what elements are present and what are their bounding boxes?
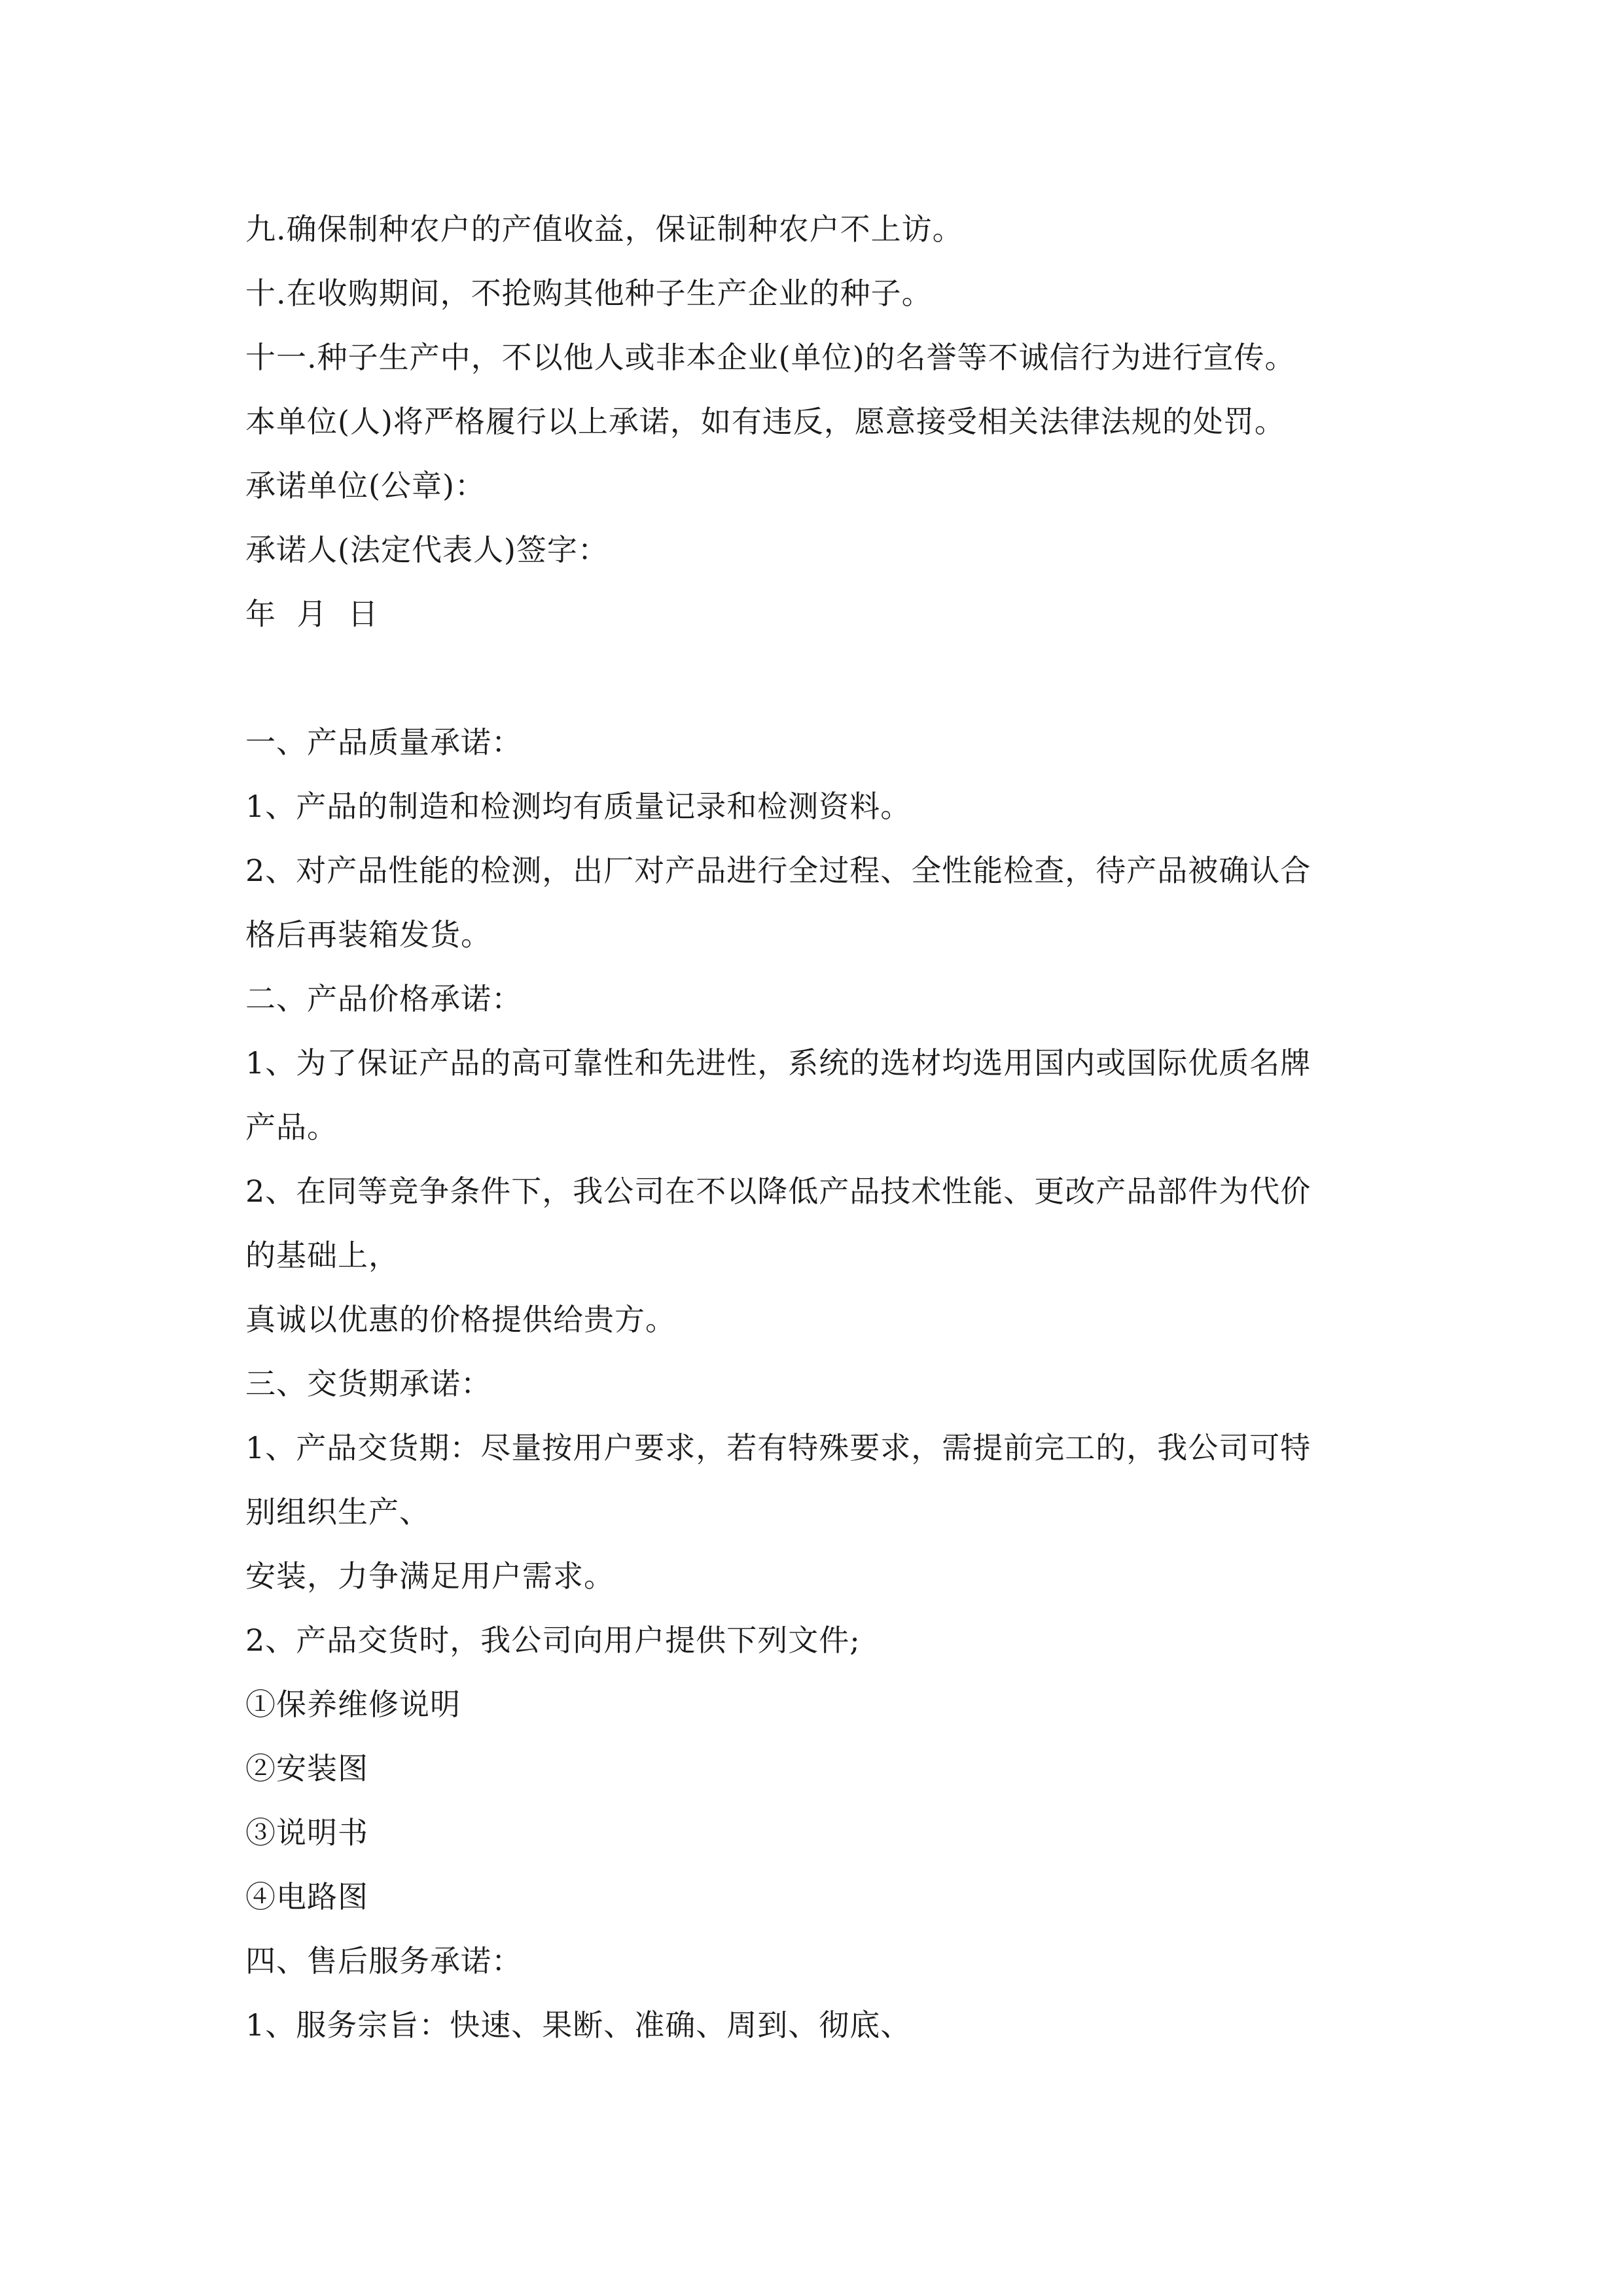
paragraph-line: 的基础上， <box>245 1238 399 1273</box>
paragraph-line: 别组织生产、 <box>245 1494 430 1530</box>
commitment-statement: 本单位(人)将严格履行以上承诺，如有违反，愿意接受相关法律法规的处罚。 <box>245 404 1285 439</box>
paragraph-line: 2、产品交货时，我公司向用户提供下列文件; <box>245 1623 861 1658</box>
list-item: ①保养维修说明 <box>245 1687 461 1722</box>
paragraph-line: 格后再装箱发货。 <box>245 917 491 952</box>
list-item: ③说明书 <box>245 1815 368 1850</box>
paragraph-line: 1、产品的制造和检测均有质量记录和检测资料。 <box>245 789 912 824</box>
commitment-item-9: 九.确保制种农户的产值收益，保证制种农户不上访。 <box>245 211 963 247</box>
paragraph-line: 1、产品交货期：尽量按用户要求，若有特殊要求，需提前完工的，我公司可特 <box>245 1430 1311 1465</box>
section-heading-quality: 一、产品质量承诺： <box>245 725 522 760</box>
seal-label: 承诺单位(公章)： <box>245 468 486 503</box>
paragraph-line: 1、为了保证产品的高可靠性和先进性，系统的选材均选用国内或国际优质名牌 <box>245 1045 1311 1081</box>
paragraph-line: 安装，力争满足用户需求。 <box>245 1558 615 1594</box>
paragraph-line: 真诚以优惠的价格提供给贵方。 <box>245 1302 676 1337</box>
date-line: 年 月 日 <box>245 596 379 632</box>
list-item: ②安装图 <box>245 1751 368 1786</box>
list-item: ④电路图 <box>245 1879 368 1914</box>
paragraph-line: 2、对产品性能的检测，出厂对产品进行全过程、全性能检查，待产品被确认合 <box>245 853 1311 888</box>
commitment-item-10: 十.在收购期间，不抢购其他种子生产企业的种子。 <box>245 276 933 311</box>
commitment-item-11: 十一.种子生产中，不以他人或非本企业(单位)的名誉等不诚信行为进行宣传。 <box>245 340 1296 375</box>
paragraph-line: 1、服务宗旨：快速、果断、准确、周到、彻底、 <box>245 2007 912 2043</box>
section-heading-delivery: 三、交货期承诺： <box>245 1366 491 1401</box>
paragraph-line: 2、在同等竞争条件下，我公司在不以降低产品技术性能、更改产品部件为代价 <box>245 1174 1311 1209</box>
paragraph-line: 产品。 <box>245 1109 338 1145</box>
section-heading-price: 二、产品价格承诺： <box>245 981 522 1016</box>
section-heading-service: 四、售后服务承诺： <box>245 1943 522 1979</box>
signature-label: 承诺人(法定代表人)签字： <box>245 532 609 567</box>
